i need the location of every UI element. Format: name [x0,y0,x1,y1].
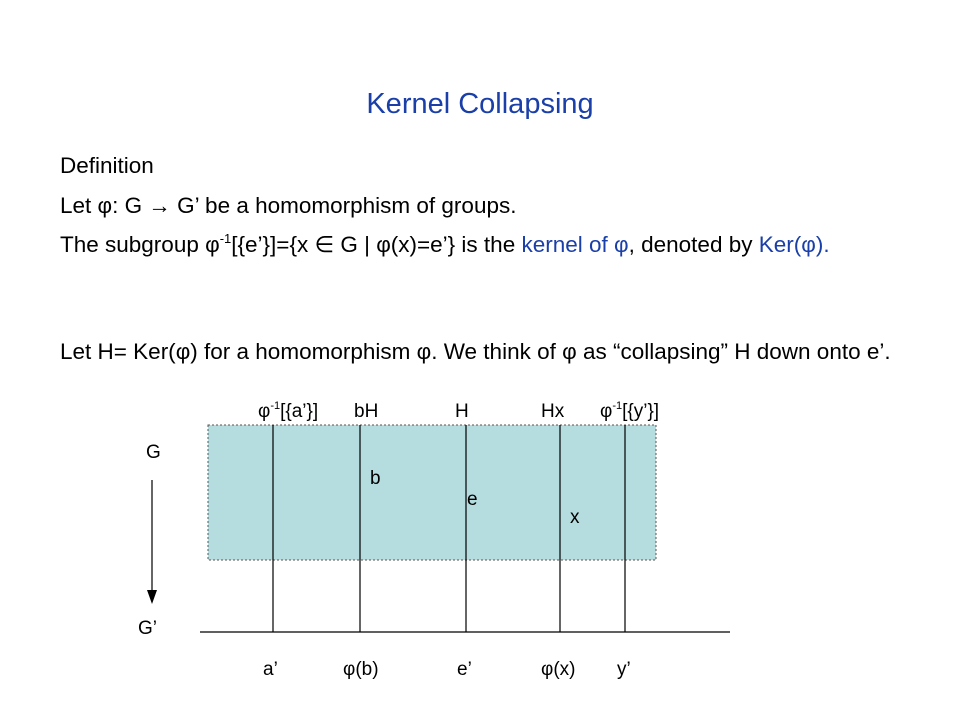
label-H: H [455,401,469,422]
kernel-term: kernel of [521,232,615,257]
phi-symbol: φ [175,339,191,364]
label-e: e [467,489,478,510]
label-bH: bH [354,401,379,422]
text: G’ be a homomorphism of groups. [170,193,517,218]
label-phi-inverse-y: $\varphi^{-1}[\{y’\}]$ [600,400,660,422]
coset-region-G [208,425,656,560]
text: The subgroup [60,232,206,257]
text: [{e’}]={x [231,232,315,257]
text: G | [334,232,377,257]
label-phi-b: φ(b) [343,659,379,680]
label-phi-x: φ(x) [541,659,576,680]
text: as “collapsing” H down onto e’. [576,339,891,364]
text: Let H= Ker( [60,339,176,364]
phi-symbol: φ [376,232,391,257]
phi-symbol: φ [416,339,432,364]
text: Let [60,193,98,218]
inverse-superscript: -1 [219,231,232,246]
label-y-prime: y’ [617,659,631,680]
text: ) for a homomorphism [190,339,417,364]
phi-symbol: φ [801,232,816,257]
label-G-prime: G’ [138,618,157,639]
text: (x)=e’} is the [390,232,522,257]
phi-symbol: φ [205,232,220,257]
ker-notation: ). [815,232,830,257]
page-title: Kernel Collapsing [366,88,594,120]
label-G: G [146,442,161,463]
homomorphism-arrow-head [147,590,157,604]
element-of-symbol: ∈ [314,232,335,257]
text: , denoted by [628,232,759,257]
label-phi-inverse-a: $\varphi^{-1}[\{a’\}]$ [258,400,319,422]
phi-symbol: φ [97,193,113,218]
label-a-prime: a’ [263,659,278,680]
phi-symbol: φ [614,232,629,257]
arrow-symbol: → [148,193,171,218]
text: : G [112,193,149,218]
phi-symbol: φ [562,339,577,364]
label-b: b [370,468,381,489]
label-x: x [570,507,580,528]
label-Hx: Hx [541,401,565,422]
definition-heading: Definition [60,153,154,178]
text: . We think of [431,339,563,364]
label-e-prime: e’ [457,659,472,680]
ker-notation: Ker( [758,232,802,257]
